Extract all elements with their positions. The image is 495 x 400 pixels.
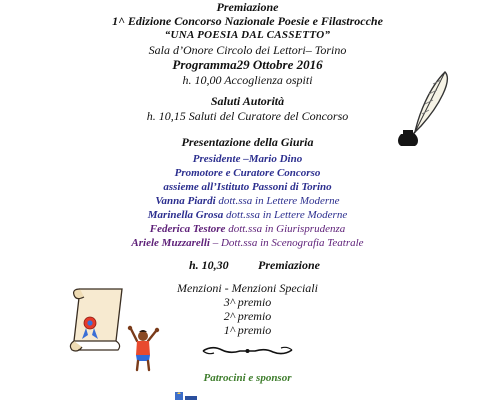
prize-third: 3^ premio bbox=[223, 295, 272, 309]
jury-member bbox=[0, 195, 495, 207]
jury-president: Presidente –Mario Dino bbox=[192, 153, 303, 165]
jury-institute: assieme all’Istituto Passoni di Torino bbox=[163, 181, 332, 193]
authorities-heading: Saluti Autorità bbox=[210, 94, 285, 108]
prize-first: 1^ premio bbox=[223, 323, 272, 337]
jury-promoter: Promotore e Curatore Concorso bbox=[174, 167, 321, 179]
jury-member-name: Ariele Muzzarelli bbox=[131, 237, 210, 249]
jury-member-name: Vanna Piardi bbox=[155, 195, 216, 207]
cheering-child-icon bbox=[126, 323, 160, 373]
jury-member bbox=[0, 209, 495, 221]
page-title: Premiazione bbox=[216, 0, 279, 14]
venue: Sala d’Onore Circolo dei Lettori– Torino bbox=[148, 43, 347, 57]
jury-member-title: dott.ssa in Giurisprudenza bbox=[225, 223, 346, 235]
jury-member-title: – Dott.ssa in Scenografia Teatrale bbox=[209, 237, 364, 249]
sponsor-logo-icon bbox=[174, 390, 198, 400]
scroll-ribbon-icon bbox=[66, 283, 128, 355]
jury-member-title: dott.ssa in Lettere Moderne bbox=[223, 209, 348, 221]
prize-second: 2^ premio bbox=[223, 309, 272, 323]
jury-heading: Presentazione della Giuria bbox=[181, 135, 314, 149]
jury-member bbox=[0, 223, 495, 235]
mentions-line: Menzioni - Menzioni Speciali bbox=[177, 281, 318, 295]
jury-member-name: Federica Testore bbox=[149, 223, 226, 235]
sponsors-heading: Patrocini e sponsor bbox=[203, 372, 292, 384]
welcome-line: h. 10,00 Accoglienza ospiti bbox=[182, 73, 313, 87]
jury-member-title: dott.ssa in Lettere Moderne bbox=[215, 195, 340, 207]
jury-member bbox=[0, 237, 495, 249]
contest-name: “UNA POESIA DAL CASSETTO” bbox=[164, 29, 331, 41]
contest-subtitle: 1^ Edizione Concorso Nazionale Poesie e Filastrocche bbox=[112, 14, 383, 28]
quill-inkwell-icon bbox=[395, 68, 455, 150]
awards-time: h. 10,30 bbox=[189, 258, 229, 272]
ornament-divider-icon bbox=[200, 344, 295, 358]
curator-greeting: h. 10,15 Saluti del Curatore del Concorso bbox=[146, 109, 349, 123]
awards-label: Premiazione bbox=[258, 258, 320, 272]
jury-member-name: Marinella Grosa bbox=[147, 209, 224, 221]
program-date: Programma29 Ottobre 2016 bbox=[172, 57, 323, 72]
